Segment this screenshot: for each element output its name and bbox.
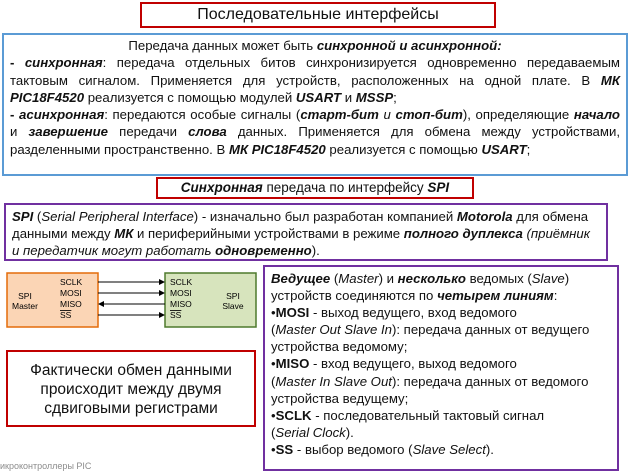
footer-caption: икроконтроллеры PIC [0,461,92,471]
slave-signal-miso: MISO [170,299,192,309]
sclk-description: (Serial Clock). [271,424,354,440]
spi-definition-box: SPI (Serial Peripheral Interface) - изначально был разработан компанией Motorola для обмена данными между МК и периферийными устройствами в режиме полного дуплекса (приёмник и передатчик могут работать одновременно). [4,203,608,261]
fact-box [6,350,256,427]
mosi-description: (Master Out Slave In): передача данных от ведущего устройства ведомому; [271,322,590,355]
slave-signal-ss: SS [170,310,182,320]
intro-lead: Передача данных может быть синхронной и асинхронной: [128,38,502,53]
master-signal-ss: SS [60,310,72,320]
master-label-spi: SPI [18,291,32,301]
fact-line-2: происходит между двумя [40,381,222,398]
miso-description: (Master In Slave Out): передача данных от ведомого устройства ведущему; [271,373,589,406]
slave-label-slave: Slave [222,301,244,311]
connect-line: устройств соединяются по четырем линиям: [271,288,558,304]
slave-label-spi: SPI [226,291,240,301]
section-subtitle: Синхронная передача по интерфейсу SPI [156,177,474,199]
sclk-item: •SCLK - последовательный тактовый сигнал [271,407,545,423]
master-label-master: Master [12,301,38,311]
slave-signal-sclk: SCLK [170,277,193,287]
fact-line-1: Фактически обмен данными [30,362,232,379]
master-signal-mosi: MOSI [60,288,82,298]
fact-line-3: сдвиговыми регистрами [44,400,218,417]
intro-async-paragraph: - асинхронная: передаются особые сигналы (старт-бит и стоп-бит), определяющие начало и завершение передачи слова данных. Применяется для обмена между устройствами, разделенными пространственно. В МК PIC18F4520 реализуется с помощью USART; [10,107,620,157]
slide-title [140,2,496,28]
mosi-item: •MOSI - выход ведущего, вход ведомого [271,305,517,321]
spi-lines-description [263,265,619,471]
master-signal-sclk: SCLK [60,277,83,287]
master-slave-intro: Ведущее (Master) и несколько ведомых (Slave) [271,271,570,286]
intro-box [2,33,628,176]
spi-diagram [6,271,258,331]
ss-item: •SS - выбор ведомого (Slave Select). [271,441,494,457]
master-signal-miso: MISO [60,299,82,309]
slide-title-text: Последовательные интерфейсы [197,6,439,23]
slave-signal-mosi: MOSI [170,288,192,298]
intro-sync-paragraph: - синхронная: передача отдельных битов синхронизируется одновременно передаваемым тактовым сигналом. Применяется для устройств, расположенных на одной плате. В МК PIC18F4520 реализуется с помощью модулей USART и MSSP; [10,55,620,105]
miso-item: •MISO - вход ведущего, выход ведомого [271,356,517,372]
